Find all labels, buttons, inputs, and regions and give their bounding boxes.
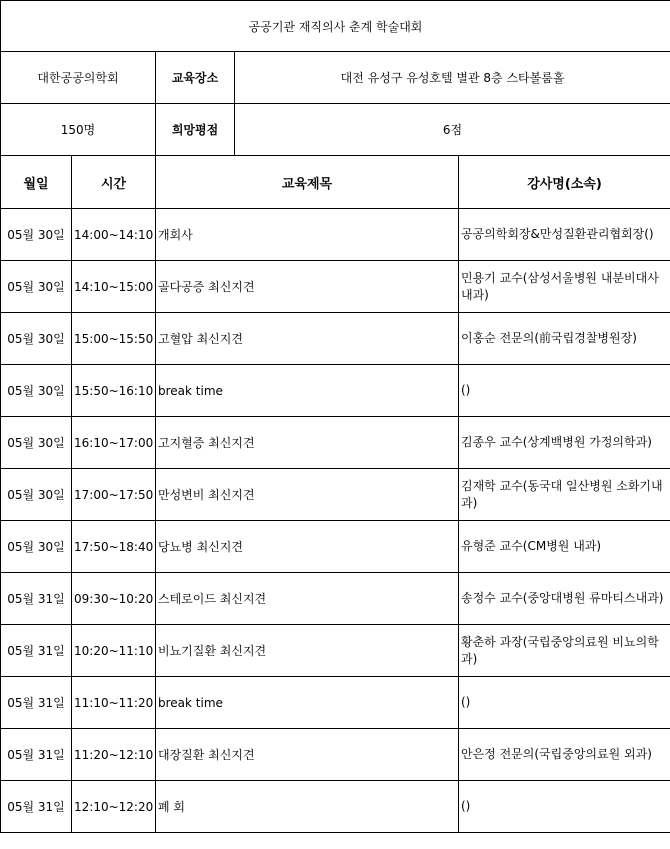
session-time: 15:00~15:50 [72,313,156,365]
session-time: 11:10~11:20 [72,677,156,729]
table-row [1,209,670,261]
session-time: 12:10~12:20 [72,781,156,833]
conference-title: 공공기관 재직의사 춘계 학술대회 [1,1,670,52]
session-date: 05월 30일 [1,313,72,365]
organizer: 대한공공의학회 [1,52,156,104]
session-topic: break time [156,365,459,417]
session-date: 05월 31일 [1,625,72,677]
session-date: 05월 30일 [1,521,72,573]
session-speaker: 이홍순 전문의(前국립경찰병원장) [459,313,670,365]
session-speaker: () [459,365,670,417]
session-date: 05월 30일 [1,261,72,313]
session-date: 05월 30일 [1,209,72,261]
session-speaker: 유형준 교수(CM병원 내과) [459,521,670,573]
session-speaker: 김종우 교수(상계백병원 가정의학과) [459,417,670,469]
venue-label: 교육장소 [156,52,235,104]
schedule-header-row [1,156,670,209]
session-speaker: 민용기 교수(삼성서울병원 내분비대사내과) [459,261,670,313]
session-topic: 당뇨병 최신지견 [156,521,459,573]
session-topic: 폐 회 [156,781,459,833]
session-topic: 스테로이드 최신지견 [156,573,459,625]
score-label: 희망평점 [156,104,235,156]
session-time: 10:20~11:10 [72,625,156,677]
header-topic: 교육제목 [156,156,459,209]
schedule-body [1,209,670,833]
session-date: 05월 31일 [1,677,72,729]
header-speaker: 강사명(소속) [459,156,670,209]
table-row [1,261,670,313]
session-time: 11:20~12:10 [72,729,156,781]
header-time: 시간 [72,156,156,209]
session-speaker: 송정수 교수(중앙대병원 류마티스내과) [459,573,670,625]
title-row [1,1,670,52]
session-date: 05월 31일 [1,781,72,833]
session-topic: 개회사 [156,209,459,261]
table-row [1,781,670,833]
table-row [1,521,670,573]
session-speaker: 황춘하 과장(국립중앙의료원 비뇨의학과) [459,625,670,677]
session-date: 05월 31일 [1,573,72,625]
session-time: 17:50~18:40 [72,521,156,573]
session-topic: 골다공증 최신지견 [156,261,459,313]
session-time: 14:10~15:00 [72,261,156,313]
venue-row [1,52,670,104]
session-date: 05월 30일 [1,417,72,469]
table-row [1,677,670,729]
session-topic: 대장질환 최신지견 [156,729,459,781]
session-date: 05월 30일 [1,469,72,521]
session-time: 15:50~16:10 [72,365,156,417]
capacity-row [1,104,670,156]
session-speaker: 김재학 교수(동국대 일산병원 소화기내과) [459,469,670,521]
table-row [1,365,670,417]
session-speaker: 안은정 전문의(국립중앙의료원 외과) [459,729,670,781]
venue: 대전 유성구 유성호텔 별관 8층 스타볼룸홀 [235,52,670,104]
score: 6점 [235,104,670,156]
table-row [1,469,670,521]
table-row [1,313,670,365]
session-speaker: 공공의학회장&만성질환관리협회장() [459,209,670,261]
capacity: 150명 [1,104,156,156]
session-date: 05월 30일 [1,365,72,417]
session-time: 14:00~14:10 [72,209,156,261]
table-row [1,729,670,781]
session-speaker: () [459,677,670,729]
table-row [1,417,670,469]
session-topic: break time [156,677,459,729]
session-topic: 비뇨기질환 최신지견 [156,625,459,677]
session-topic: 고지혈증 최신지견 [156,417,459,469]
session-speaker: () [459,781,670,833]
table-row [1,573,670,625]
session-time: 16:10~17:00 [72,417,156,469]
session-time: 09:30~10:20 [72,573,156,625]
header-date: 월일 [1,156,72,209]
session-time: 17:00~17:50 [72,469,156,521]
table-row [1,625,670,677]
session-topic: 만성변비 최신지견 [156,469,459,521]
session-topic: 고혈압 최신지견 [156,313,459,365]
session-date: 05월 31일 [1,729,72,781]
